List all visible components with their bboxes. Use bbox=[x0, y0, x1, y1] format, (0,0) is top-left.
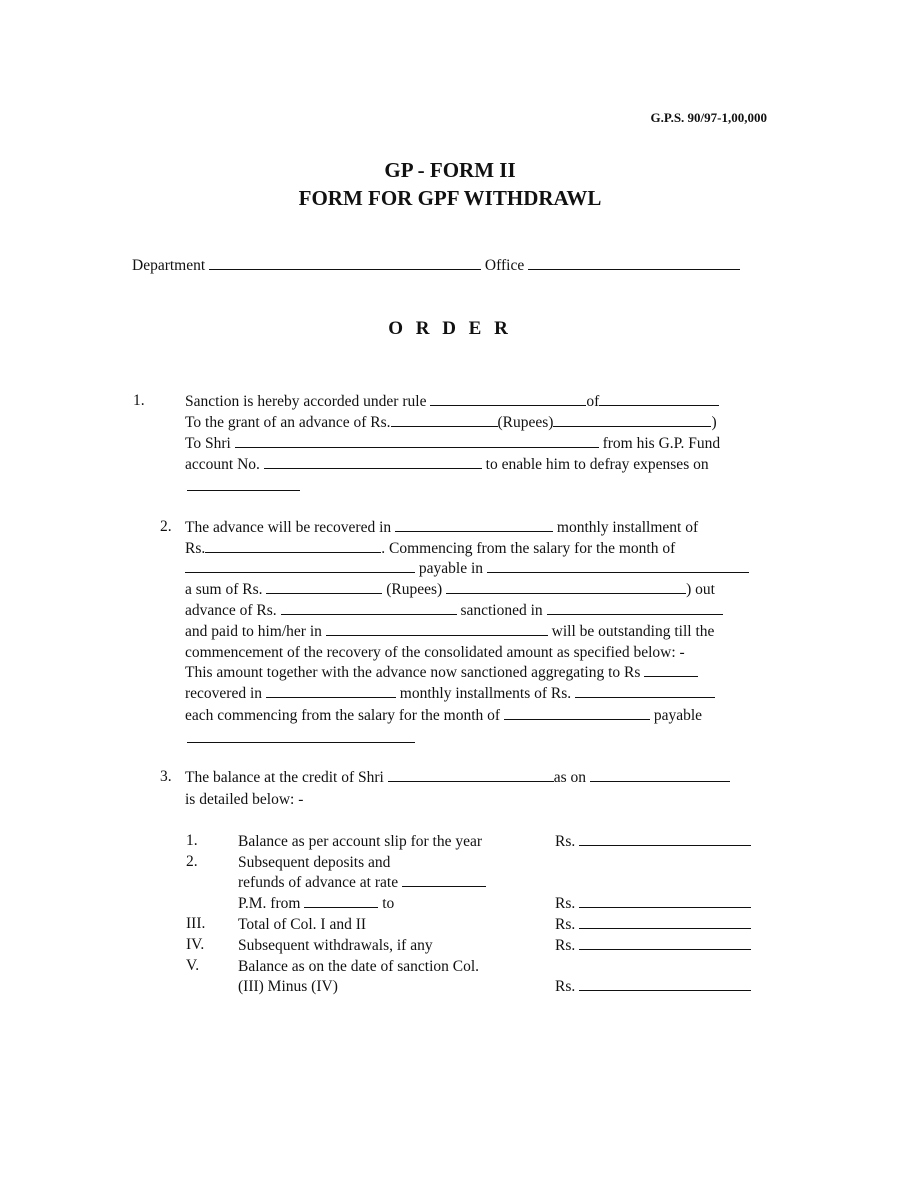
to-label: to bbox=[382, 895, 395, 912]
item-2-amount-field[interactable] bbox=[579, 894, 751, 908]
section-2-line-8 bbox=[185, 663, 698, 682]
item-1-rs-label: Rs. bbox=[555, 833, 576, 850]
sum-label: a sum of Rs. bbox=[185, 581, 263, 598]
recovered-in-label: recovered in bbox=[185, 685, 263, 702]
section-1-line-4 bbox=[185, 455, 709, 474]
section-2-line-4 bbox=[185, 580, 715, 599]
paid-label: and paid to him/her in bbox=[185, 623, 322, 640]
item-2-text: Subsequent deposits and bbox=[238, 854, 391, 871]
section-1-line-1 bbox=[185, 392, 719, 411]
section-3-line-1 bbox=[185, 768, 730, 787]
expenses-field[interactable] bbox=[187, 490, 300, 491]
monthly-installment-amount-field[interactable] bbox=[575, 684, 715, 698]
office-label: Office bbox=[484, 257, 525, 274]
item-4-rs bbox=[555, 936, 751, 955]
rule-field[interactable] bbox=[430, 392, 586, 406]
shri-label: To Shri bbox=[185, 435, 231, 452]
item-3-text: Total of Col. I and II bbox=[238, 916, 367, 933]
office-field[interactable] bbox=[528, 256, 740, 270]
rate-field[interactable] bbox=[402, 873, 486, 887]
shri-name-field[interactable] bbox=[235, 434, 599, 448]
item-4-rs-label: Rs. bbox=[555, 937, 576, 954]
department-field[interactable] bbox=[209, 256, 481, 270]
item-3-rs-label: Rs. bbox=[555, 916, 576, 933]
section-2-line-6 bbox=[185, 622, 714, 641]
defray-label: to enable him to defray expenses on bbox=[485, 456, 709, 473]
aggregating-label: This amount together with the advance now sanctioned aggregating to Rs bbox=[185, 664, 641, 681]
as-on-label: as on bbox=[553, 769, 587, 786]
section-1-line-3 bbox=[185, 434, 720, 453]
item-5-text: Balance as on the date of sanction Col. bbox=[238, 958, 480, 975]
rs-label: Rs. bbox=[185, 540, 206, 557]
item-5-rs bbox=[555, 977, 751, 996]
section-2-number: 2. bbox=[160, 518, 172, 535]
item-5-rs-label: Rs. bbox=[555, 978, 576, 995]
item-2-rs bbox=[555, 894, 751, 913]
section-3-line-2: is detailed below: - bbox=[185, 791, 304, 808]
recovered-installments-field[interactable] bbox=[395, 518, 553, 532]
recovered-in-field[interactable] bbox=[266, 684, 396, 698]
item-1-number: 1. bbox=[186, 832, 198, 849]
prior-advance-field[interactable] bbox=[281, 601, 457, 615]
advance-amount-label: To the grant of an advance of Rs. bbox=[185, 414, 391, 431]
department-label: Department bbox=[132, 257, 206, 274]
item-2-rs-label: Rs. bbox=[555, 895, 576, 912]
commencing-label: . Commencing from the salary for the month of bbox=[381, 540, 676, 557]
form-subtitle: FORM FOR GPF WITHDRAWL bbox=[298, 186, 602, 210]
sum-words-field[interactable] bbox=[446, 580, 686, 594]
account-no-field[interactable] bbox=[264, 455, 482, 469]
rupees-label-2: (Rupees) bbox=[386, 581, 443, 598]
section-3-number: 3. bbox=[160, 768, 172, 785]
monthly-installment-label: monthly installment of bbox=[556, 519, 699, 536]
form-title: GP - FORM II bbox=[384, 158, 516, 182]
item-4-number: IV. bbox=[186, 936, 205, 953]
commencing-month-field[interactable] bbox=[504, 706, 650, 720]
item-4-amount-field[interactable] bbox=[579, 936, 751, 950]
installment-amount-field[interactable] bbox=[205, 539, 381, 553]
form-code: G.P.S. 90/97-1,00,000 bbox=[650, 110, 767, 125]
advance-of-rs-label: advance of Rs. bbox=[185, 602, 277, 619]
department-row bbox=[132, 256, 740, 275]
payable-field[interactable] bbox=[187, 742, 415, 743]
balance-shri-field[interactable] bbox=[388, 768, 554, 782]
item-5-amount-field[interactable] bbox=[579, 977, 751, 991]
as-on-field[interactable] bbox=[590, 768, 730, 782]
item-5-text-2: (III) Minus (IV) bbox=[238, 978, 338, 995]
advance-amount-field[interactable] bbox=[391, 413, 498, 427]
outstanding-label: will be outstanding till the bbox=[551, 623, 715, 640]
close-paren: ) bbox=[711, 414, 717, 431]
paid-in-field[interactable] bbox=[326, 622, 548, 636]
section-1-number: 1. bbox=[133, 392, 145, 409]
commencing-month-label: each commencing from the salary for the month of bbox=[185, 707, 501, 724]
item-3-number: III. bbox=[186, 915, 206, 932]
pm-from-label: P.M. from bbox=[238, 895, 301, 912]
section-2-line-3 bbox=[185, 559, 749, 578]
refunds-label: refunds of advance at rate bbox=[238, 874, 399, 891]
monthly-installments-label: monthly installments of Rs. bbox=[399, 685, 572, 702]
payable-label: payable bbox=[653, 707, 703, 724]
item-1-text: Balance as per account slip for the year bbox=[238, 833, 483, 850]
month-field[interactable] bbox=[185, 559, 415, 573]
rupees-label: (Rupees) bbox=[497, 414, 554, 431]
item-5-number: V. bbox=[186, 957, 200, 974]
section-2-line-1 bbox=[185, 518, 698, 537]
item-1-amount-field[interactable] bbox=[579, 832, 751, 846]
rule-label: Sanction is hereby accorded under rule bbox=[185, 393, 427, 410]
item-4-text: Subsequent withdrawals, if any bbox=[238, 937, 433, 954]
recovered-label: The advance will be recovered in bbox=[185, 519, 392, 536]
payable-in-field[interactable] bbox=[487, 559, 749, 573]
order-heading: O R D E R bbox=[388, 318, 512, 339]
gp-fund-label: from his G.P. Fund bbox=[602, 435, 721, 452]
sanctioned-in-field[interactable] bbox=[547, 601, 723, 615]
sum-field[interactable] bbox=[266, 580, 382, 594]
section-2-line-7: commencement of the recovery of the consolidated amount as specified below: - bbox=[185, 644, 685, 661]
balance-shri-label: The balance at the credit of Shri bbox=[185, 769, 384, 786]
item-3-amount-field[interactable] bbox=[579, 915, 751, 929]
payable-in-label: payable in bbox=[418, 560, 484, 577]
rupees-words-field[interactable] bbox=[553, 413, 711, 427]
section-2-line-9 bbox=[185, 684, 715, 703]
section-2-line-10 bbox=[185, 706, 702, 725]
section-2-line-2 bbox=[185, 539, 675, 558]
item-2-text-3 bbox=[238, 894, 394, 913]
section-2-line-5 bbox=[185, 601, 723, 620]
pm-from-field[interactable] bbox=[304, 894, 378, 908]
section-1-line-2 bbox=[185, 413, 717, 432]
item-2-number: 2. bbox=[186, 853, 198, 870]
of-field[interactable] bbox=[599, 392, 719, 406]
out-label: ) out bbox=[686, 581, 715, 598]
item-1-rs bbox=[555, 832, 751, 851]
item-3-rs bbox=[555, 915, 751, 934]
of-label: of bbox=[586, 393, 600, 410]
account-no-label: account No. bbox=[185, 456, 260, 473]
item-2-text-2 bbox=[238, 873, 486, 892]
sanctioned-in-label: sanctioned in bbox=[460, 602, 543, 619]
aggregate-amount-field[interactable] bbox=[644, 663, 698, 677]
